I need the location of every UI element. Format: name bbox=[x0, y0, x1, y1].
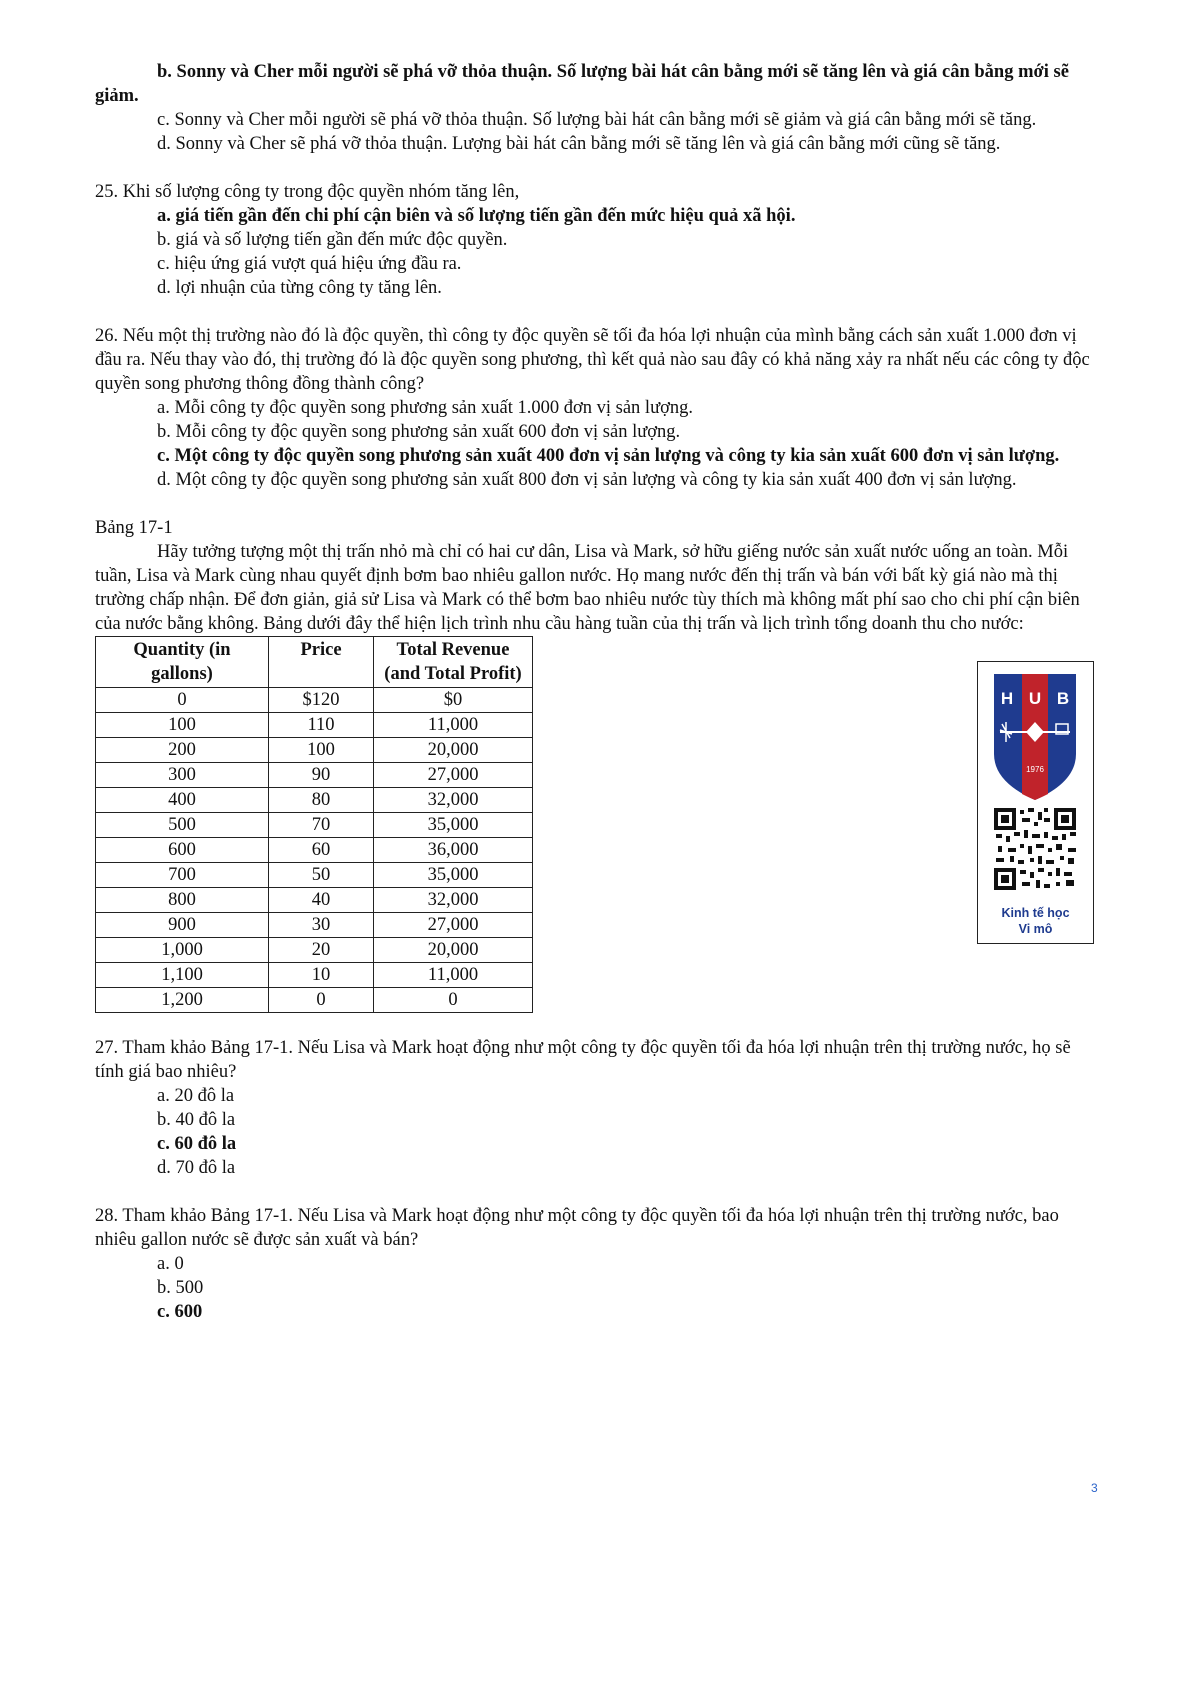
cell-quantity: 200 bbox=[96, 738, 269, 763]
cell-price: 0 bbox=[269, 988, 374, 1013]
cell-quantity: 1,100 bbox=[96, 963, 269, 988]
q27-question: 27. Tham khảo Bảng 17-1. Nếu Lisa và Mark hoạt động như một công ty độc quyền tối đa hóa lợi nhuận trên thị trường nước, họ sẽ tính giá bao nhiêu? bbox=[95, 1038, 1071, 1082]
logo-caption bbox=[978, 905, 1093, 937]
cell-price: 70 bbox=[269, 813, 374, 838]
q26-option-a: a. Mỗi công ty độc quyền song phương sản xuất 1.000 đơn vị sản lượng. bbox=[157, 398, 694, 418]
q25-option-b: b. giá và số lượng tiến gần đến mức độc quyền. bbox=[157, 230, 508, 250]
cell-price: 50 bbox=[269, 863, 374, 888]
logo-year: 1976 bbox=[1026, 765, 1044, 774]
cell-quantity: 300 bbox=[96, 763, 269, 788]
table-row bbox=[96, 838, 533, 863]
q25-option-a: a. giá tiến gần đến chi phí cận biên và số lượng tiến gần đến mức hiệu quả xã hội. bbox=[157, 206, 796, 226]
table-label: Bảng 17-1 bbox=[95, 518, 173, 538]
q26-question: 26. Nếu một thị trường nào đó là độc quyền, thì công ty độc quyền sẽ tối đa hóa lợi nhuận của mình bằng cách sản xuất 1.000 đơn vị đầu ra. Nếu thay vào đó, thị trường đó là độc quyền song phương, thì kết quả nào sau đây có khả năng xảy ra nhất nếu các công ty độc quyền song phương thông đồng thành công? bbox=[95, 326, 1090, 394]
table-intro-text: Hãy tưởng tượng một thị trấn nhỏ mà chỉ có hai cư dân, Lisa và Mark, sở hữu giếng nước sản xuất nước uống an toàn. Mỗi tuần, Lisa và Mark cùng nhau quyết định bơm bao nhiêu gallon nước. Họ mang nước đến thị trấn và bán với bất kỳ giá nào mà thị trường chấp nhận. Để đơn giản, giả sử Lisa và Mark có thể bơm bao nhiêu nước tùy thích mà không mất phí sao cho chi phí cận biên của nước bằng không. Bảng dưới đây thể hiện lịch trình nhu cầu hàng tuần của thị trấn và lịch trình tổng doanh thu cho nước: bbox=[95, 542, 1080, 634]
logo-letter-b: B bbox=[1056, 689, 1070, 708]
cell-revenue: 35,000 bbox=[374, 863, 533, 888]
qr-code-icon bbox=[994, 808, 1076, 890]
logo-qr-box bbox=[977, 661, 1094, 944]
cell-quantity: 600 bbox=[96, 838, 269, 863]
q25-question: 25. Khi số lượng công ty trong độc quyền nhóm tăng lên, bbox=[95, 182, 520, 202]
page-number: 3 bbox=[1091, 1481, 1098, 1495]
table-row bbox=[96, 738, 533, 763]
cell-revenue: 35,000 bbox=[374, 813, 533, 838]
cell-price: 100 bbox=[269, 738, 374, 763]
cell-price: 20 bbox=[269, 938, 374, 963]
logo-caption-line1: Kinh tế học bbox=[1001, 906, 1070, 920]
document-page bbox=[95, 60, 1095, 1324]
logo-caption-line2: Vi mô bbox=[1018, 922, 1053, 936]
q28-option-a: a. 0 bbox=[157, 1254, 184, 1274]
q25-option-c: c. hiệu ứng giá vượt quá hiệu ứng đầu ra. bbox=[157, 254, 462, 274]
cell-quantity: 900 bbox=[96, 913, 269, 938]
cell-revenue: 32,000 bbox=[374, 888, 533, 913]
hub-logo bbox=[978, 662, 1092, 902]
cell-quantity: 1,200 bbox=[96, 988, 269, 1013]
cell-revenue: 0 bbox=[374, 988, 533, 1013]
q26-option-c: c. Một công ty độc quyền song phương sản xuất 400 đơn vị sản lượng và công ty kia sản xuất 600 đơn vị sản lượng. bbox=[157, 446, 1060, 466]
cell-price: 90 bbox=[269, 763, 374, 788]
table-row bbox=[96, 813, 533, 838]
q26-option-b: b. Mỗi công ty độc quyền song phương sản xuất 600 đơn vị sản lượng. bbox=[157, 422, 681, 442]
cell-price: 110 bbox=[269, 713, 374, 738]
cell-quantity: 700 bbox=[96, 863, 269, 888]
q27-option-d: d. 70 đô la bbox=[157, 1158, 236, 1178]
q24-option-d: d. Sonny và Cher sẽ phá vỡ thỏa thuận. Lượng bài hát cân bằng mới sẽ tăng lên và giá cân bằng mới cũng sẽ tăng. bbox=[157, 134, 1001, 154]
cell-quantity: 1,000 bbox=[96, 938, 269, 963]
col-header-price: Price bbox=[269, 637, 374, 688]
col-header-quantity: Quantity (in gallons) bbox=[96, 637, 269, 688]
demand-table bbox=[95, 636, 533, 1013]
table-row bbox=[96, 763, 533, 788]
cell-price: $120 bbox=[269, 688, 374, 713]
table-header-row bbox=[96, 637, 533, 688]
logo-letter-h: H bbox=[1000, 689, 1014, 708]
cell-quantity: 100 bbox=[96, 713, 269, 738]
q28-option-b: b. 500 bbox=[157, 1278, 204, 1298]
cell-quantity: 800 bbox=[96, 888, 269, 913]
q27-option-a: a. 20 đô la bbox=[157, 1086, 235, 1106]
cell-revenue: 11,000 bbox=[374, 713, 533, 738]
cell-revenue: 32,000 bbox=[374, 788, 533, 813]
q24-option-c: c. Sonny và Cher mỗi người sẽ phá vỡ thỏa thuận. Số lượng bài hát cân bằng mới sẽ giảm và giá cân bằng mới sẽ tăng. bbox=[157, 110, 1037, 130]
table-row bbox=[96, 688, 533, 713]
col-header-revenue: Total Revenue (and Total Profit) bbox=[374, 637, 533, 688]
cell-price: 80 bbox=[269, 788, 374, 813]
q28-option-c: c. 600 bbox=[157, 1302, 203, 1322]
table-row bbox=[96, 988, 533, 1013]
cell-quantity: 400 bbox=[96, 788, 269, 813]
table-row bbox=[96, 863, 533, 888]
logo-letter-u: U bbox=[1028, 689, 1042, 708]
table-row bbox=[96, 888, 533, 913]
cell-price: 40 bbox=[269, 888, 374, 913]
table-row bbox=[96, 938, 533, 963]
cell-revenue: 27,000 bbox=[374, 913, 533, 938]
table-row bbox=[96, 788, 533, 813]
q25-option-d: d. lợi nhuận của từng công ty tăng lên. bbox=[157, 278, 442, 298]
cell-revenue: 20,000 bbox=[374, 738, 533, 763]
cell-revenue: 11,000 bbox=[374, 963, 533, 988]
cell-price: 10 bbox=[269, 963, 374, 988]
cell-revenue: 36,000 bbox=[374, 838, 533, 863]
cell-quantity: 0 bbox=[96, 688, 269, 713]
table-section bbox=[95, 636, 1095, 1036]
cell-revenue: 27,000 bbox=[374, 763, 533, 788]
table-row bbox=[96, 713, 533, 738]
q27-option-b: b. 40 đô la bbox=[157, 1110, 236, 1130]
q24-option-b: b. Sonny và Cher mỗi người sẽ phá vỡ thỏa thuận. Số lượng bài hát cân bằng mới sẽ tăng lên và giá cân bằng mới sẽ giảm. bbox=[95, 62, 1069, 106]
table-row bbox=[96, 963, 533, 988]
cell-price: 30 bbox=[269, 913, 374, 938]
cell-revenue: $0 bbox=[374, 688, 533, 713]
q28-question: 28. Tham khảo Bảng 17-1. Nếu Lisa và Mark hoạt động như một công ty độc quyền tối đa hóa lợi nhuận trên thị trường nước, bao nhiêu gallon nước sẽ được sản xuất và bán? bbox=[95, 1206, 1059, 1250]
q27-option-c: c. 60 đô la bbox=[157, 1134, 237, 1154]
table-row bbox=[96, 913, 533, 938]
q26-option-d: d. Một công ty độc quyền song phương sản xuất 800 đơn vị sản lượng và công ty kia sản xuất 400 đơn vị sản lượng. bbox=[157, 470, 1017, 490]
cell-quantity: 500 bbox=[96, 813, 269, 838]
cell-revenue: 20,000 bbox=[374, 938, 533, 963]
cell-price: 60 bbox=[269, 838, 374, 863]
